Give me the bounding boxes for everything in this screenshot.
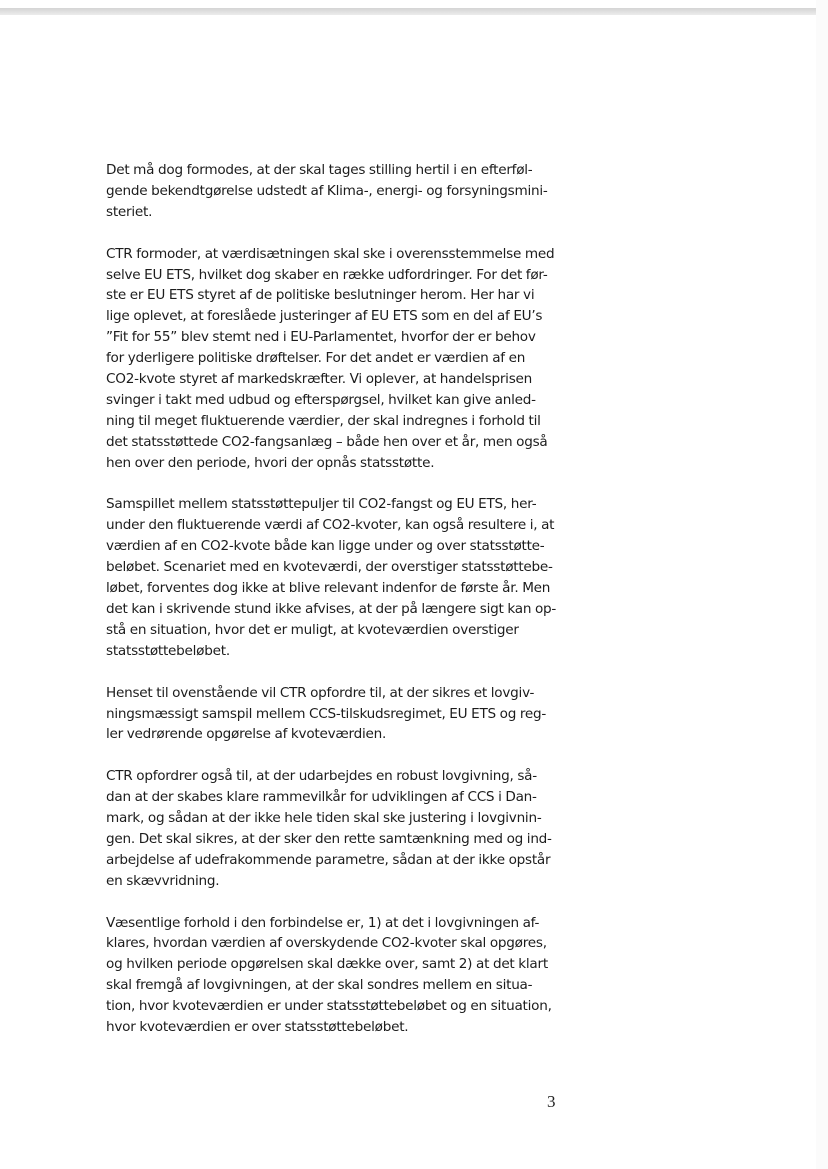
paragraph (106, 244, 564, 474)
paragraph (106, 160, 564, 223)
text-line: ste er EU ETS styret af de politiske beslutninger herom. Her har vi (106, 287, 535, 304)
text-line: gende bekendtgørelse udstedt af Klima-, energi- og forsyningsmini- (106, 182, 548, 199)
text-line: beløbet. Scenariet med en kvoteværdi, der overstiger statsstøttebe- (106, 559, 553, 576)
text-line: stå en situation, hvor det er muligt, at kvoteværdien overstiger (106, 621, 519, 638)
text-line: CO2-kvote styret af markedskræfter. Vi oplever, at handelsprisen (106, 371, 533, 388)
document-body (106, 160, 564, 1059)
text-line: ningsmæssigt samspil mellem CCS-tilskudsregimet, EU ETS og reg- (106, 705, 547, 722)
text-line: Det må dog formodes, at der skal tages stilling hertil i en efterføl- (106, 162, 533, 178)
text-line: steriet. (106, 203, 153, 220)
text-line: tion, hvor kvoteværdien er under statsstøttebeløbet og en situation, (106, 998, 552, 1015)
text-line: ”Fit for 55” blev stemt ned i EU-Parlamentet, hvorfor der er behov (106, 329, 536, 346)
text-line: hen over den periode, hvori der opnås statsstøtte. (106, 454, 435, 471)
text-line: lige oplevet, at foreslåede justeringer af EU ETS som en del af EU’s (106, 308, 543, 325)
text-line: svinger i takt med udbud og efterspørgsel, hvilket kan give anled- (106, 391, 536, 408)
text-line: det kan i skrivende stund ikke afvises, at der på længere sigt kan op- (106, 601, 557, 617)
text-line: selve EU ETS, hvilket dog skaber en række udfordringer. For det før- (106, 266, 548, 283)
text-line: ning til meget fluktuerende værdier, der skal indregnes i forhold til (106, 412, 541, 429)
paragraph (106, 913, 564, 1038)
text-line: Henset til ovenstående vil CTR opfordre til, at der sikres et lovgiv- (106, 684, 535, 701)
paragraph (106, 683, 564, 746)
text-line: ler vedrørende opgørelse af kvoteværdien. (106, 726, 387, 743)
text-line: under den fluktuerende værdi af CO2-kvoter, kan også resultere i, at (106, 517, 555, 534)
text-line: arbejdelse af udefrakommende parametre, sådan at der ikke opstår (106, 851, 551, 868)
text-line: klares, hvordan værdien af overskydende CO2-kvoter skal opgøres, (106, 935, 547, 952)
text-line: hvor kvoteværdien er over statsstøttebeløbet. (106, 1019, 409, 1036)
text-line: CTR opfordrer også til, at der udarbejdes en robust lovgivning, så- (106, 768, 537, 785)
text-line: skal fremgå af lovgivningen, at der skal sondres mellem en situa- (106, 977, 533, 994)
paragraph (106, 494, 564, 661)
text-line: CTR formoder, at værdisætningen skal ske i overensstemmelse med (106, 245, 555, 262)
text-line: for yderligere politiske drøftelser. For det andet er værdien af en (106, 350, 526, 367)
text-line: gen. Det skal sikres, at der sker den rette samtænkning med og ind- (106, 830, 552, 847)
text-line: Samspillet mellem statsstøttepuljer til CO2-fangst og EU ETS, her- (106, 496, 537, 513)
text-line: dan at der skabes klare rammevilkår for udviklingen af CCS i Dan- (106, 789, 537, 806)
scan-top-edge (0, 8, 816, 15)
text-line: værdien af en CO2-kvote både kan ligge under og over statsstøtte- (106, 538, 545, 555)
text-line: det statsstøttede CO2-fangsanlæg – både hen over et år, men også (106, 433, 548, 450)
text-line: Væsentlige forhold i den forbindelse er, 1) at det i lovgivningen af- (106, 914, 540, 931)
text-line: og hvilken periode opgørelsen skal dække over, samt 2) at det klart (106, 956, 548, 973)
page-number: 3 (547, 1092, 556, 1111)
text-line: løbet, forventes dog ikke at blive relevant indenfor de første år. Men (106, 580, 551, 597)
text-line: mark, og sådan at der ikke hele tiden skal ske justering i lovgivnin- (106, 810, 542, 827)
scan-right-edge (816, 0, 828, 1169)
text-line: statsstøttebeløbet. (106, 642, 230, 659)
text-line: en skævvridning. (106, 872, 220, 889)
paragraph (106, 766, 564, 891)
